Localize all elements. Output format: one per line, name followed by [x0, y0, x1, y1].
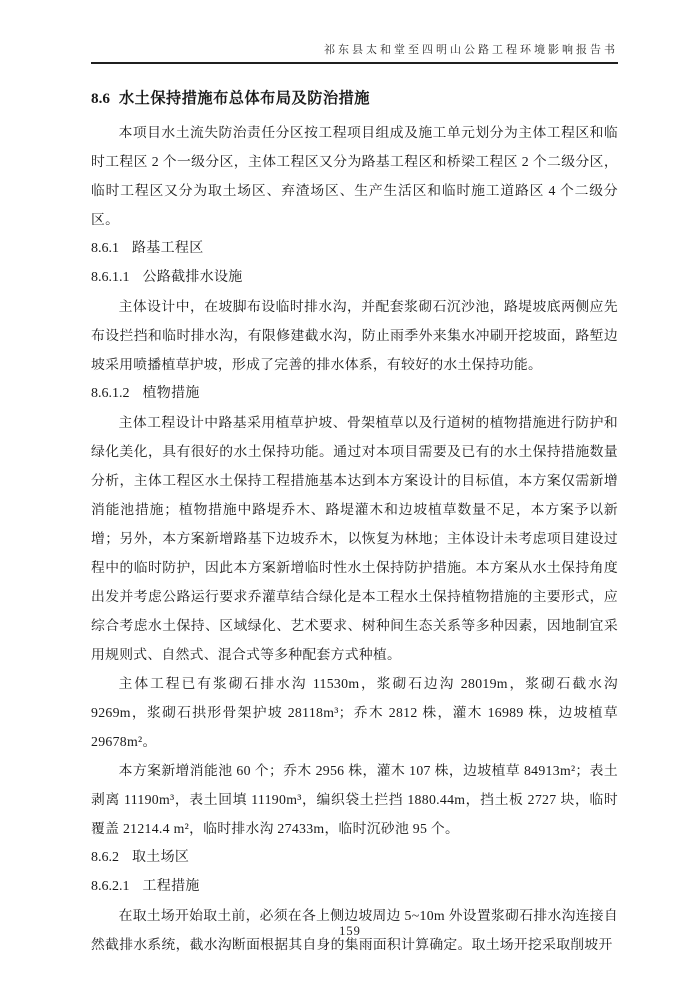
heading-8-6-number: 8.6	[91, 90, 110, 107]
heading-8-6-title: 水土保持措施布总体布局及防治措施	[118, 90, 370, 107]
heading-8-6-1-1	[91, 263, 618, 292]
heading-8-6-2-1	[91, 872, 618, 901]
heading-8-6-1-2	[91, 379, 618, 408]
heading-8-6-2-1-title: 工程措施	[142, 879, 200, 894]
page-number: 159	[339, 924, 361, 938]
header-rule	[91, 62, 618, 64]
para-existing-quantities: 主体工程已有浆砌石排水沟 11530m，浆砌石边沟 28019m，浆砌石截水沟 9269m，浆砌石拱形骨架护坡 28118m³；乔木 2812 株，灌木 16989 株，边坡植草 29678m²。	[91, 676, 618, 749]
heading-8-6-2-title: 取土场区	[132, 850, 190, 865]
heading-8-6-1-1-title: 公路截排水设施	[142, 270, 243, 285]
heading-8-6-2	[91, 843, 618, 872]
heading-8-6-2-number: 8.6.2	[91, 850, 119, 865]
heading-8-6-2-1-number: 8.6.2.1	[91, 879, 130, 894]
heading-8-6-1-2-title: 植物措施	[142, 386, 200, 401]
page-header	[91, 0, 618, 64]
para-division-overview: 本项目水土流失防治责任分区按工程项目组成及施工单元划分为主体工程区和临时工程区 2 个一级分区，主体工程区又分为路基工程区和桥梁工程区 2 个二级分区，临时工程区又分为取土场区、弃渣场区、生产生活区和临时施工道路区 4 个二级分区。	[91, 125, 618, 227]
page-footer	[0, 922, 700, 940]
heading-8-6-1-title: 路基工程区	[132, 241, 204, 256]
para-plant-measures-design: 主体工程设计中路基采用植草护坡、骨架植草以及行道树的植物措施进行防护和绿化美化，具有很好的水土保持功能。通过对本项目需要及已有的水土保持措施数量分析，主体工程区水土保持工程措施基本达到本方案设计的目标值，本方案仅需新增消能池措施；植物措施中路堤乔木、路堤灌木和边坡植草数量不足，本方案予以新增；另外，本方案新增路基下边坡乔木，以恢复为林地；主体设计未考虑项目建设过程中的临时防护，因此本方案新增临时性水土保持防护措施。本方案从水土保持角度出发并考虑公路运行要求乔灌草结合绿化是本工程水土保持植物措施的主要形式，应综合考虑水土保持、区域绿化、艺术要求、树种间生态关系等多种因素，因地制宜采用规则式、自然式、混合式等多种配套方式种植。	[91, 415, 618, 662]
heading-8-6-1	[91, 234, 618, 263]
para-drainage-facilities: 主体设计中，在坡脚布设临时排水沟，并配套浆砌石沉沙池，路堤坡底两侧应先布设拦挡和临时排水沟，有限修建截水沟，防止雨季外来集水冲刷开挖坡面，路堑边坡采用喷播植草护坡，形成了完善的排水体系，有较好的水土保持功能。	[91, 299, 618, 372]
running-header-title: 祁东县太和堂至四明山公路工程环境影响报告书	[324, 44, 618, 56]
document-body	[91, 80, 618, 959]
heading-8-6	[91, 84, 618, 114]
para-new-quantities: 本方案新增消能池 60 个；乔木 2956 株，灌木 107 株，边坡植草 84913m²；表土剥离 11190m³，表土回填 11190m³，编织袋土拦挡 1880.44m，挡土板 2727 块，临时覆盖 21214.4 m²，临时排水沟 27433m，临时沉砂池 95 个。	[91, 763, 618, 836]
heading-8-6-1-1-number: 8.6.1.1	[91, 270, 130, 285]
para-borrow-area-measures: 在取土场开始取土前，必须在各上侧边坡周边 5~10m 外设置浆砌石排水沟连接自然截排水系统，截水沟断面根据其自身的集雨面积计算确定。取土场开挖采取削坡开	[91, 908, 618, 952]
heading-8-6-1-2-number: 8.6.1.2	[91, 386, 130, 401]
heading-8-6-1-number: 8.6.1	[91, 241, 119, 256]
